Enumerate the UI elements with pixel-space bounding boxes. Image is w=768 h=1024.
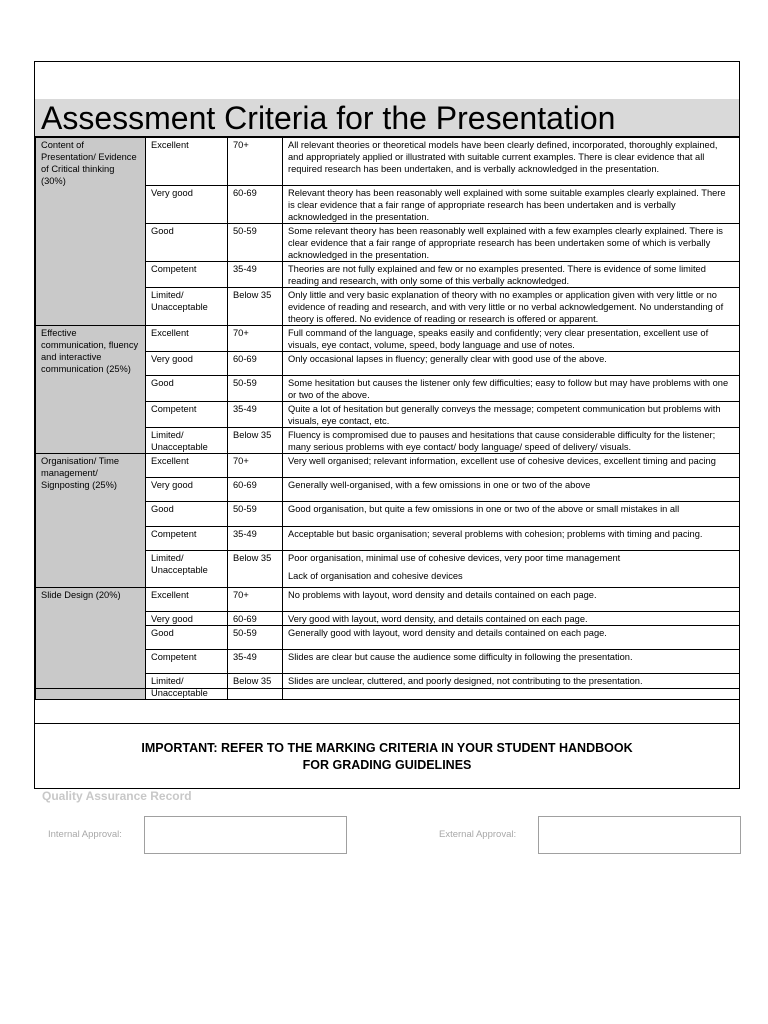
criterion-section-label: Slide Design (20%)	[36, 588, 146, 700]
page-title: Assessment Criteria for the Presentation	[35, 99, 739, 137]
grade-label: Good	[146, 224, 228, 262]
mark-range: 35-49	[228, 527, 283, 551]
mark-range: 70+	[228, 138, 283, 186]
mark-range: 70+	[228, 326, 283, 352]
grade-label: Competent	[146, 262, 228, 288]
mark-range: 60-69	[228, 478, 283, 502]
grade-label: Limited/ Unacceptable	[146, 428, 228, 454]
internal-approval-field[interactable]	[144, 816, 347, 854]
mark-range: Below 35	[228, 674, 283, 700]
description-text: Full command of the language, speaks easily and confidently; very clear presentation, excellent use of visuals, eye contact, volume, speed, body language and use of notes.	[288, 328, 709, 350]
grade-label: Limited/ Unacceptable	[146, 288, 228, 326]
external-approval-label: External Approval:	[439, 829, 517, 840]
description-text: Generally good with layout, word density and details contained on each page.	[288, 628, 607, 638]
criterion-section-label: Effective communication, fluency and interactive communication (25%)	[36, 326, 146, 454]
criterion-description	[283, 138, 740, 186]
description-text: Generally well-organised, with a few omissions in one or two of the above	[288, 480, 591, 490]
description-text: Very good with layout, word density, and details contained on each page.	[288, 614, 588, 624]
grade-label: Excellent	[146, 326, 228, 352]
mark-range: 35-49	[228, 262, 283, 288]
criterion-description	[283, 376, 740, 402]
table-row	[36, 454, 740, 478]
grade-label: Good	[146, 502, 228, 527]
mark-range: 60-69	[228, 612, 283, 626]
description-text: Fluency is compromised due to pauses and hesitations that cause considerable difficulty for the listener; many serious problems with eye contact/ body language/ speed of delivery/ visuals.	[288, 430, 716, 452]
criterion-description	[283, 502, 740, 527]
criterion-description	[283, 527, 740, 551]
criterion-description	[283, 478, 740, 502]
grade-label: Limited/ Unacceptable	[146, 674, 228, 700]
criterion-description	[283, 612, 740, 626]
grade-label: Limited/ Unacceptable	[146, 551, 228, 588]
criterion-description	[283, 288, 740, 326]
grade-label: Very good	[146, 352, 228, 376]
criteria-table	[35, 137, 740, 700]
grade-label: Good	[146, 376, 228, 402]
grade-label: Very good	[146, 478, 228, 502]
grade-label: Very good	[146, 186, 228, 224]
criterion-section-label: Content of Presentation/ Evidence of Critical thinking (30%)	[36, 138, 146, 326]
header-blank-row	[35, 62, 739, 100]
criterion-description	[283, 224, 740, 262]
criterion-description	[283, 186, 740, 224]
grade-label: Very good	[146, 612, 228, 626]
table-row	[36, 138, 740, 186]
criterion-section-label: Organisation/ Time management/ Signposting (25%)	[36, 454, 146, 588]
mark-range: 50-59	[228, 224, 283, 262]
description-text: Poor organisation, minimal use of cohesive devices, very poor time management	[288, 553, 621, 563]
description-text-extra: Lack of organisation and cohesive devices	[288, 571, 463, 581]
description-text: Very well organised; relevant information, excellent use of cohesive devices, excellent timing and pacing	[288, 456, 716, 466]
table-row	[36, 588, 740, 612]
description-text: Acceptable but basic organisation; several problems with cohesion; problems with timing and pacing.	[288, 529, 703, 539]
mark-range: Below 35	[228, 428, 283, 454]
description-text: Theories are not fully explained and few or no examples presented. There is evidence of some limited reading and research, with only some of this verbally acknowledged.	[288, 264, 706, 286]
mark-range: 35-49	[228, 650, 283, 674]
description-text: Good organisation, but quite a few omissions in one or two of the above or small mistakes in all	[288, 504, 680, 514]
mark-range: 60-69	[228, 186, 283, 224]
criterion-description	[283, 352, 740, 376]
mark-range: Below 35	[228, 288, 283, 326]
grade-label: Competent	[146, 527, 228, 551]
qa-record-title: Quality Assurance Record	[42, 789, 192, 803]
criterion-description	[283, 551, 740, 588]
important-notice	[35, 740, 739, 774]
criterion-description	[283, 428, 740, 454]
mark-range: 70+	[228, 588, 283, 612]
external-approval-field[interactable]	[538, 816, 741, 854]
description-text: Only little and very basic explanation of theory with no examples or application given with very little or no evidence of reading and research, and with very little or no verbal acknowledgement. No understanding of theory is offered. No evidence of reading or research is offered or apparent.	[288, 290, 724, 324]
description-text: Some hesitation but causes the listener only few difficulties; easy to follow but may have problems with one or two of the above.	[288, 378, 729, 400]
mark-range: 60-69	[228, 352, 283, 376]
description-text: Relevant theory has been reasonably well explained with some suitable examples clearly explained. There is clear evidence that a fair range of appropriate research has been undertaken and is verbally acknowledged in the presentation.	[288, 188, 726, 222]
description-text: No problems with layout, word density and details contained on each page.	[288, 590, 597, 600]
criterion-description	[283, 454, 740, 478]
mark-range: 70+	[228, 454, 283, 478]
mark-range: 50-59	[228, 376, 283, 402]
description-text: Slides are unclear, cluttered, and poorly designed, not contributing to the presentation.	[288, 676, 643, 686]
description-text: Only occasional lapses in fluency; generally clear with good use of the above.	[288, 354, 607, 364]
mark-range: 50-59	[228, 502, 283, 527]
blank-row	[35, 688, 739, 724]
mark-range: Below 35	[228, 551, 283, 588]
important-line-1: IMPORTANT: REFER TO THE MARKING CRITERIA IN YOUR STUDENT HANDBOOK	[141, 741, 633, 755]
description-text: Some relevant theory has been reasonably well explained with a few examples clearly explained. There is clear evidence that a fair range of appropriate research has been undertaken some of which is verbally acknowledged in the presentation.	[288, 226, 723, 260]
description-text: Quite a lot of hesitation but generally conveys the message; competent communication but problems with visuals, eye contact, etc.	[288, 404, 721, 426]
mark-range: 35-49	[228, 402, 283, 428]
grade-label: Competent	[146, 650, 228, 674]
grade-label: Excellent	[146, 588, 228, 612]
mark-range: 50-59	[228, 626, 283, 650]
table-row	[36, 326, 740, 352]
criterion-description	[283, 650, 740, 674]
description-text: Slides are clear but cause the audience some difficulty in following the presentation.	[288, 652, 633, 662]
criterion-description	[283, 402, 740, 428]
important-line-2: FOR GRADING GUIDELINES	[302, 758, 472, 772]
grade-label: Excellent	[146, 138, 228, 186]
internal-approval-label: Internal Approval:	[48, 829, 122, 840]
criterion-description	[283, 326, 740, 352]
grade-label: Excellent	[146, 454, 228, 478]
criterion-description	[283, 626, 740, 650]
criterion-description	[283, 262, 740, 288]
grade-label: Competent	[146, 402, 228, 428]
criterion-description	[283, 588, 740, 612]
description-text: All relevant theories or theoretical models have been clearly defined, incorporated, thoroughly explained, and appropriately applied or illustrated with suitable current examples. There is clear evidence that all required research has been undertaken, and is verbally acknowledged in the presentation.	[288, 140, 718, 174]
grade-label: Good	[146, 626, 228, 650]
